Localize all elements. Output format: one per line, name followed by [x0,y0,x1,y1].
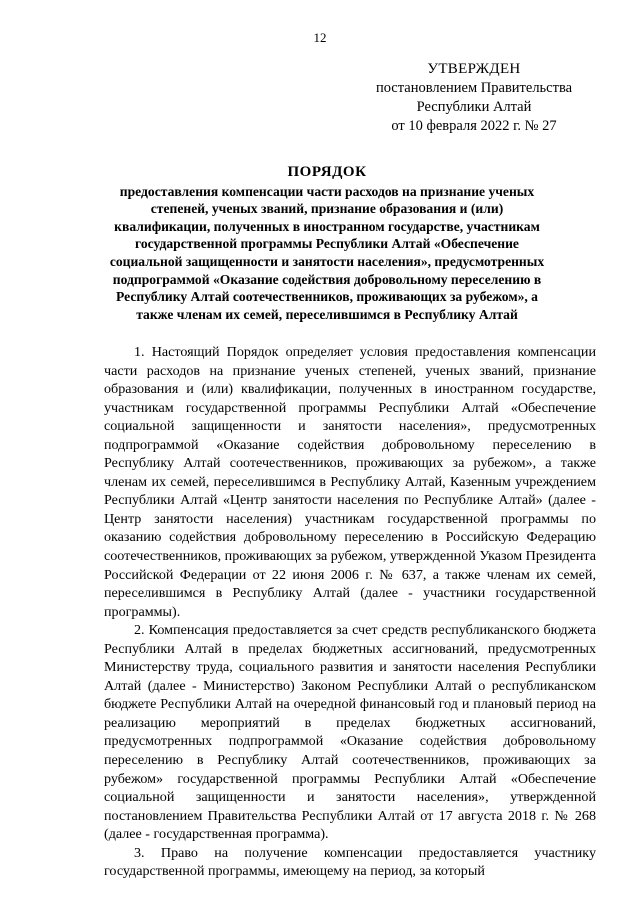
approval-heading: УТВЕРЖДЕН [427,61,521,77]
page-number: 12 [313,30,327,45]
paragraph-3: 3. Право на получение компенсации предоставляется участнику государственной программы, имеющему на период, за который [104,844,596,880]
approval-line-3: от 10 февраля 2022 г. № 27 [391,118,557,134]
paragraph-1: 1. Настоящий Порядок определяет условия предоставления компенсации части расходов на признание ученых степеней, ученых званий, признание образования и (или) квалификации, полученных в иностранном государстве, участникам государственной программы Республики Алтай «Обеспечение социальной защищенности и занятости населения», предусмотренных подпрограммой «Оказание содействия добровольному переселению в Республику Алтай соотечественников, проживающих за рубежом», а также членам их семей, переселившимся в Республику Алтай, Казенным учреждением Республики Алтай «Центр занятости населения по Республике Алтай» (далее - Центр занятости населения) участникам государственной программы по оказанию содействия добровольному переселению в Российскую Федерацию соотечественников, проживающих за рубежом, утвержденной Указом Президента Российской Федерации от 22 июня 2006 г. № 637, а также членам их семей, переселившимся в Республику Алтай (далее - участники государственной программы). [104,344,596,620]
document-title-block [104,164,550,323]
approval-line-2: Республики Алтай [416,99,532,115]
approval-line-1: постановлением Правительства [375,80,573,96]
document-body [104,343,596,881]
document-title: ПОРЯДОК [287,164,367,180]
approval-stamp [360,60,588,136]
paragraph-2: 2. Компенсация предоставляется за счет средств республиканского бюджета Республики Алтай в пределах бюджетных ассигнований, предусмотренных Министерству труда, социального развития и занятости населения Республики Алтай (далее - Министерство) Законом Республики Алтай о республиканском бюджете Республики Алтай на очередной финансовый год и плановый период на реализацию мероприятий в пределах бюджетных ассигнований, предусмотренных подпрограммой «Оказание содействия добровольному переселению в Республику Алтай соотечественников, проживающих за рубежом» государственной программы Республики Алтай «Обеспечение социальной защищенности и занятости населения», утвержденной постановлением Правительства Республики Алтай от 17 августа 2018 г. № 268 (далее - государственная программа). [104,622,596,843]
document-subtitle: предоставления компенсации части расходов на признание ученых степеней, ученых званий, признание образования и (или) квалификации, полученных в иностранном государстве, участникам государственной программы Республики Алтай «Обеспечение социальной защищенности и занятости населения», предусмотренных подпрограммой «Оказание содействия добровольному переселению в Республику Алтай соотечественников, проживающих за рубежом», а также членам их семей, переселившимся в Республику Алтай [109,183,545,322]
